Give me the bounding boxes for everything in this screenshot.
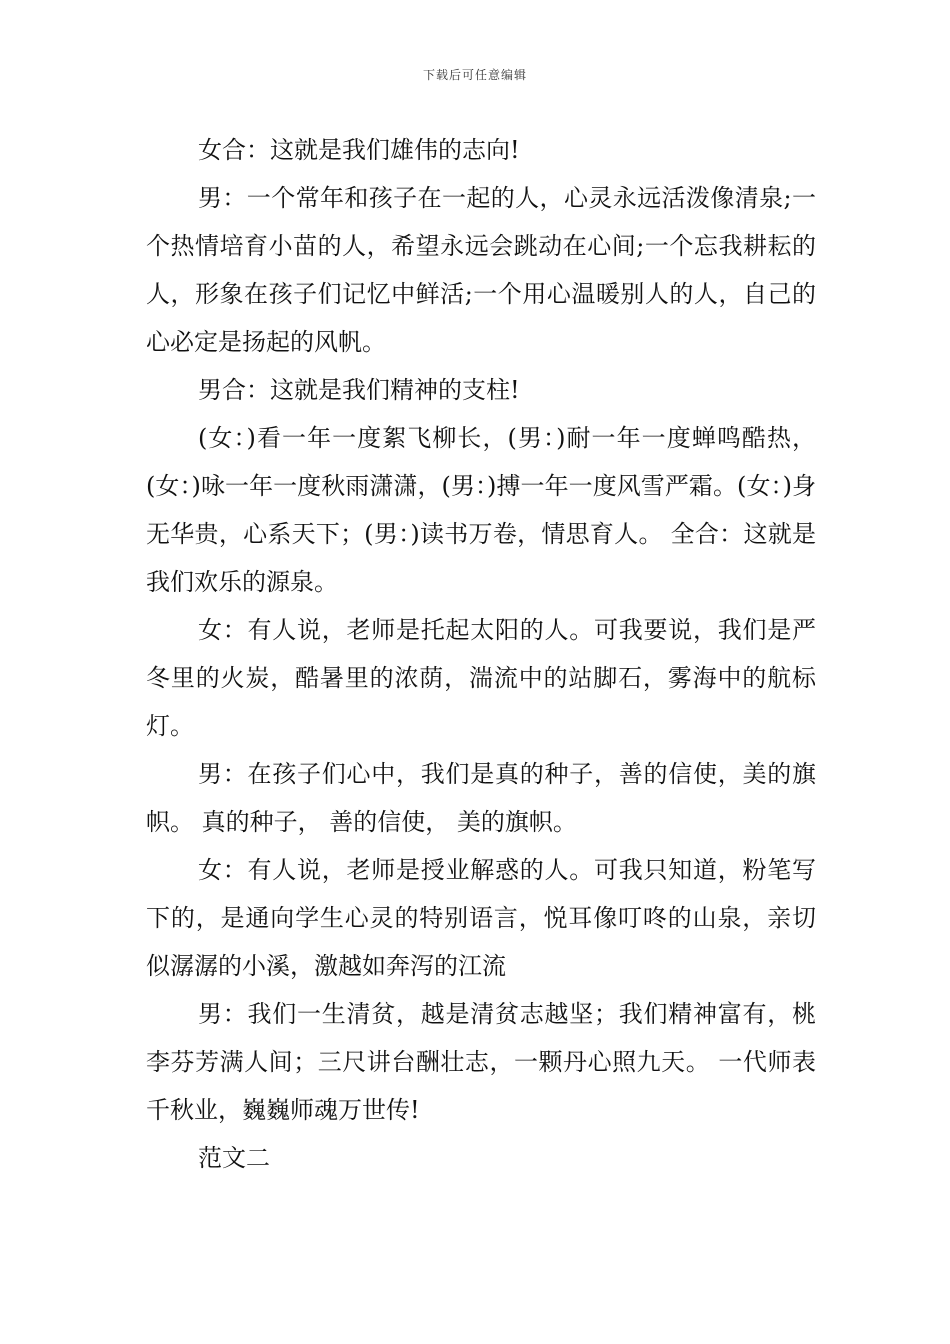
paragraph-4: (女：)看一年一度絮飞柳长，(男：)耐一年一度蝉鸣酷热，(女：)咏一年一度秋雨潇潇，(男：)搏一年一度风雪严霜。(女：)身无华贵，心系天下；(男：)读书万卷，情思育人。 全合：这就是我们欢乐的源泉。 [146,424,816,596]
paragraph-1: 女合：这就是我们雄伟的志向! [198,136,520,164]
paragraph-2: 男：一个常年和孩子在一起的人，心灵永远活泼像清泉;一个热情培育小苗的人，希望永远会跳动在心间;一个忘我耕耘的人，形象在孩子们记忆中鲜活;一个用心温暖别人的人，自己的心必定是扬起的风帆。 [146,184,816,356]
document-body [146,126,816,1182]
paragraph-8: 男：我们一生清贫，越是清贫志越坚；我们精神富有，桃李芬芳满人间；三尺讲台酬壮志，一颗丹心照九天。 一代师表千秋业，巍巍师魂万世传! [146,1000,816,1124]
paragraph-6: 男：在孩子们心中，我们是真的种子，善的信使，美的旗帜。 真的种子， 善的信使， 美的旗帜。 [146,760,816,836]
page-header: 下载后可任意编辑 [422,68,527,82]
paragraph-5: 女：有人说，老师是托起太阳的人。可我要说，我们是严冬里的火炭，酷暑里的浓荫，湍流中的站脚石，雾海中的航标灯。 [146,616,816,740]
paragraph-3: 男合：这就是我们精神的支柱! [198,376,520,404]
paragraph-7: 女：有人说，老师是授业解惑的人。可我只知道，粉笔写下的，是通向学生心灵的特别语言，悦耳像叮咚的山泉，亲切似潺潺的小溪，激越如奔泻的江流 [146,856,816,980]
section-heading: 范文二 [198,1144,270,1172]
